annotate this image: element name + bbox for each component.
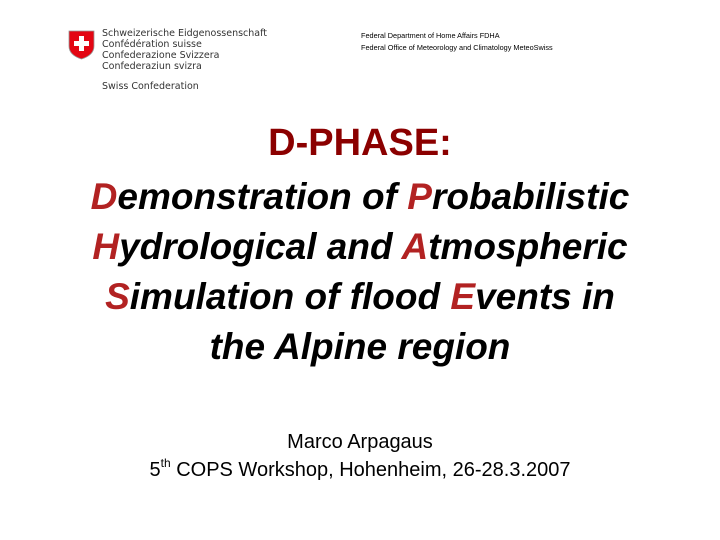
confederation-name-de: Schweizerische Eidgenossenschaft xyxy=(102,28,268,39)
title-text: vents in xyxy=(475,276,615,317)
department-name: Federal Department of Home Affairs FDHA xyxy=(361,31,500,40)
confederation-name-en: Swiss Confederation xyxy=(102,81,199,92)
title-line-1 xyxy=(0,172,720,222)
swiss-shield-icon xyxy=(68,30,95,60)
confederation-name-it: Confederazione Svizzera xyxy=(102,50,220,61)
event-info xyxy=(0,456,720,484)
title-initial-p: P xyxy=(407,176,432,217)
event-ordinal-suffix: th xyxy=(160,456,171,470)
department-block xyxy=(361,30,553,54)
confederation-name-rm: Confederaziun svizra xyxy=(102,61,202,72)
title-text: tmospheric xyxy=(428,226,628,267)
title-line-3 xyxy=(0,272,720,322)
title-initial-e: E xyxy=(450,276,476,317)
title-initial-a: A xyxy=(401,226,429,267)
event-details: COPS Workshop, Hohenheim, 26-28.3.2007 xyxy=(170,459,571,481)
title-line-4: the Alpine region xyxy=(209,326,511,367)
title-heading: D-PHASE: xyxy=(268,122,452,164)
title-text: emonstration of xyxy=(117,176,408,217)
event-ordinal: 5 xyxy=(149,459,161,481)
office-name: Federal Office of Meteorology and Climatology MeteoSwiss xyxy=(361,43,553,52)
slide-title xyxy=(0,118,720,372)
title-initial-d: D xyxy=(90,176,118,217)
confederation-name-fr: Confédération suisse xyxy=(102,39,202,50)
title-text: robabilistic xyxy=(431,176,630,217)
title-initial-s: S xyxy=(105,276,130,317)
author-block xyxy=(0,428,720,484)
confederation-names xyxy=(102,28,267,72)
title-initial-h: H xyxy=(92,226,120,267)
title-text: ydrological and xyxy=(119,226,402,267)
title-text: imulation of flood xyxy=(129,276,451,317)
author-name: Marco Arpagaus xyxy=(287,431,433,453)
title-line-2 xyxy=(0,222,720,272)
